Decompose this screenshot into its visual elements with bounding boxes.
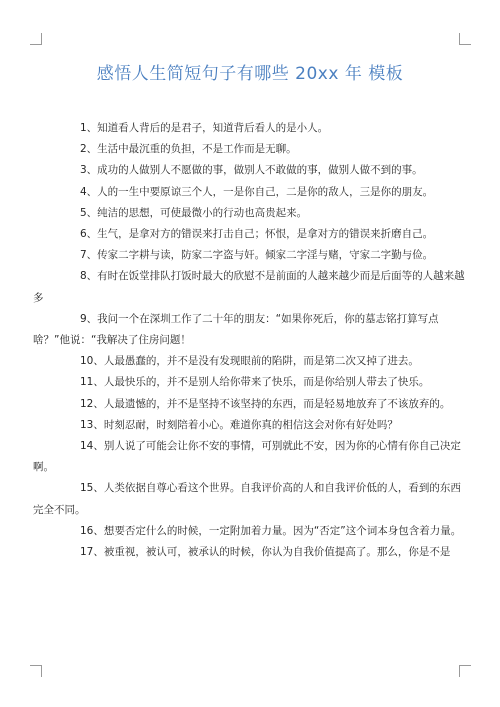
document-body bbox=[33, 118, 465, 563]
list-item: 15、人类依据自尊心看这个世界。自我评价高的人和自我评价低的人，看到的东西完全不同。 bbox=[33, 482, 461, 516]
list-item: 13、时刻忍耐，时刻陪着小心。难道你真的相信这会对你有好处吗？ bbox=[80, 418, 398, 431]
list-item: 8、有时在饭堂排队打饭时最大的欣慰不是前面的人越来越少而是后面等的人越来越多 bbox=[33, 270, 465, 304]
list-item: 17、被重视，被认可，被承认的时候，你认为自我价值提高了。那么，你是不是 bbox=[80, 546, 451, 559]
list-item: 1、知道看人背后的是君子，知道背后看人的是小人。 bbox=[80, 122, 329, 134]
page-corner-mark-top-left bbox=[30, 33, 42, 45]
list-item: 6、生气，是拿对方的错误来打击自己；怀恨，是拿对方的错误来折磨自己。 bbox=[80, 228, 434, 241]
list-item: 10、人最愚蠢的，并不是没有发现眼前的陷阱，而是第二次又掉了进去。 bbox=[80, 355, 419, 368]
list-item: 9、我问一个在深圳工作了二十年的朋友：“如果你死后，你的墓志铭打算写点啥？”他说：“我解决了住房问题！ bbox=[33, 312, 439, 347]
page-corner-mark-bottom-left bbox=[30, 665, 42, 677]
document-title: 感悟人生简短句子有哪些 20xx 年 模板 bbox=[96, 64, 404, 84]
list-item: 3、成功的人做别人不愿做的事，做别人不敢做的事，做别人做不到的事。 bbox=[80, 164, 423, 177]
list-item: 2、生活中最沉重的负担，不是工作而是无聊。 bbox=[80, 143, 297, 156]
list-item: 7、传家二字耕与读，防家二字盗与奸。倾家二字淫与赌，守家二字勤与俭。 bbox=[80, 249, 434, 262]
list-item: 4、人的一生中要原谅三个人，一是你自己，二是你的敌人，三是你的朋友。 bbox=[80, 185, 434, 198]
page-corner-mark-top-right bbox=[459, 33, 471, 45]
list-item: 16、想要否定什么的时候，一定附加着力量。因为“否定”这个词本身包含着力量。 bbox=[80, 524, 462, 537]
list-item: 11、人最快乐的，并不是别人给你带来了快乐，而是你给别人带去了快乐。 bbox=[80, 376, 430, 389]
list-item: 14、别人说了可能会让你不安的事情，可别就此不安，因为你的心情有你自己决定啊。 bbox=[33, 440, 461, 474]
page-corner-mark-bottom-right bbox=[459, 665, 471, 677]
list-item: 5、纯洁的思想，可使最微小的行动也高贵起来。 bbox=[80, 206, 308, 219]
list-item: 12、人最遗憾的，并不是坚持不该坚持的东西，而是轻易地放弃了不该放弃的。 bbox=[80, 397, 451, 410]
